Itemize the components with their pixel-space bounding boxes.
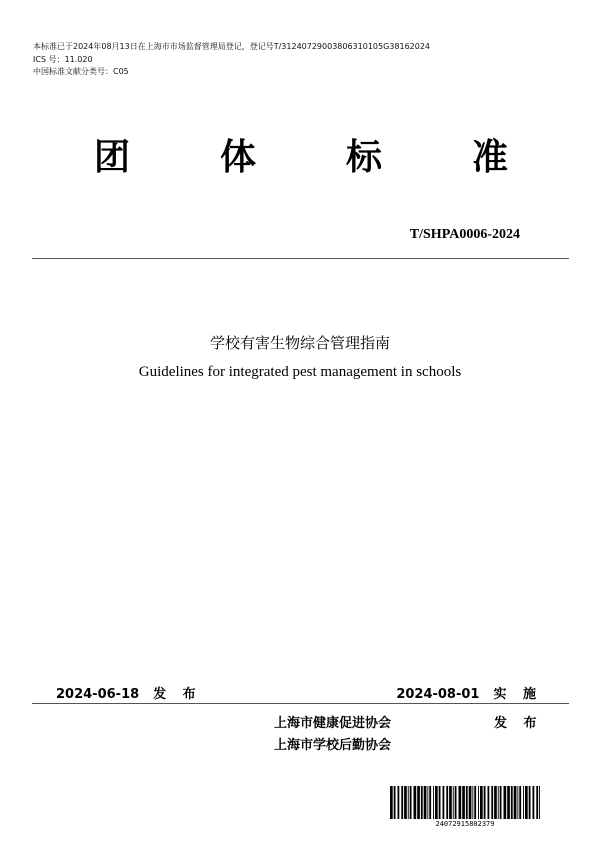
standard-number: T/SHPA0006-2024 bbox=[409, 227, 520, 242]
ccs-number: 中国标准文献分类号：C05 bbox=[33, 67, 129, 76]
barcode bbox=[389, 786, 541, 832]
barcode-number: 24072915802379 bbox=[435, 820, 495, 828]
title-char-3: 标 bbox=[345, 137, 382, 178]
chinese-title: 学校有害生物综合管理指南 bbox=[209, 334, 390, 352]
issue-date-block bbox=[56, 683, 202, 702]
top-divider bbox=[32, 258, 569, 259]
title-char-1: 团 bbox=[94, 137, 131, 178]
english-title: Guidelines for integrated pest management in schools bbox=[138, 364, 462, 380]
publisher-org-1: 上海市健康促进协会 bbox=[274, 716, 392, 731]
issue-label: 发 布 bbox=[153, 687, 202, 702]
registration-note: 本标准已于2024年08月13日在上海市市场监督管理局登记，登记号T/312407290038063101​05G38162024 bbox=[33, 42, 431, 51]
document-type-title bbox=[94, 136, 508, 180]
effective-date: 2024-08-01 bbox=[396, 687, 480, 702]
effective-date-block bbox=[396, 683, 542, 702]
effective-label: 实 施 bbox=[493, 687, 542, 702]
title-char-2: 体 bbox=[219, 137, 256, 178]
bottom-divider bbox=[32, 703, 569, 704]
publish-label: 发 布 bbox=[494, 716, 543, 731]
title-char-4: 准 bbox=[471, 137, 508, 178]
barcode-image bbox=[389, 786, 541, 819]
publisher-org-2: 上海市学校后勤协会 bbox=[274, 738, 392, 753]
ics-number: ICS 号：11.020 bbox=[33, 55, 93, 64]
issue-date: 2024-06-18 bbox=[56, 687, 140, 702]
